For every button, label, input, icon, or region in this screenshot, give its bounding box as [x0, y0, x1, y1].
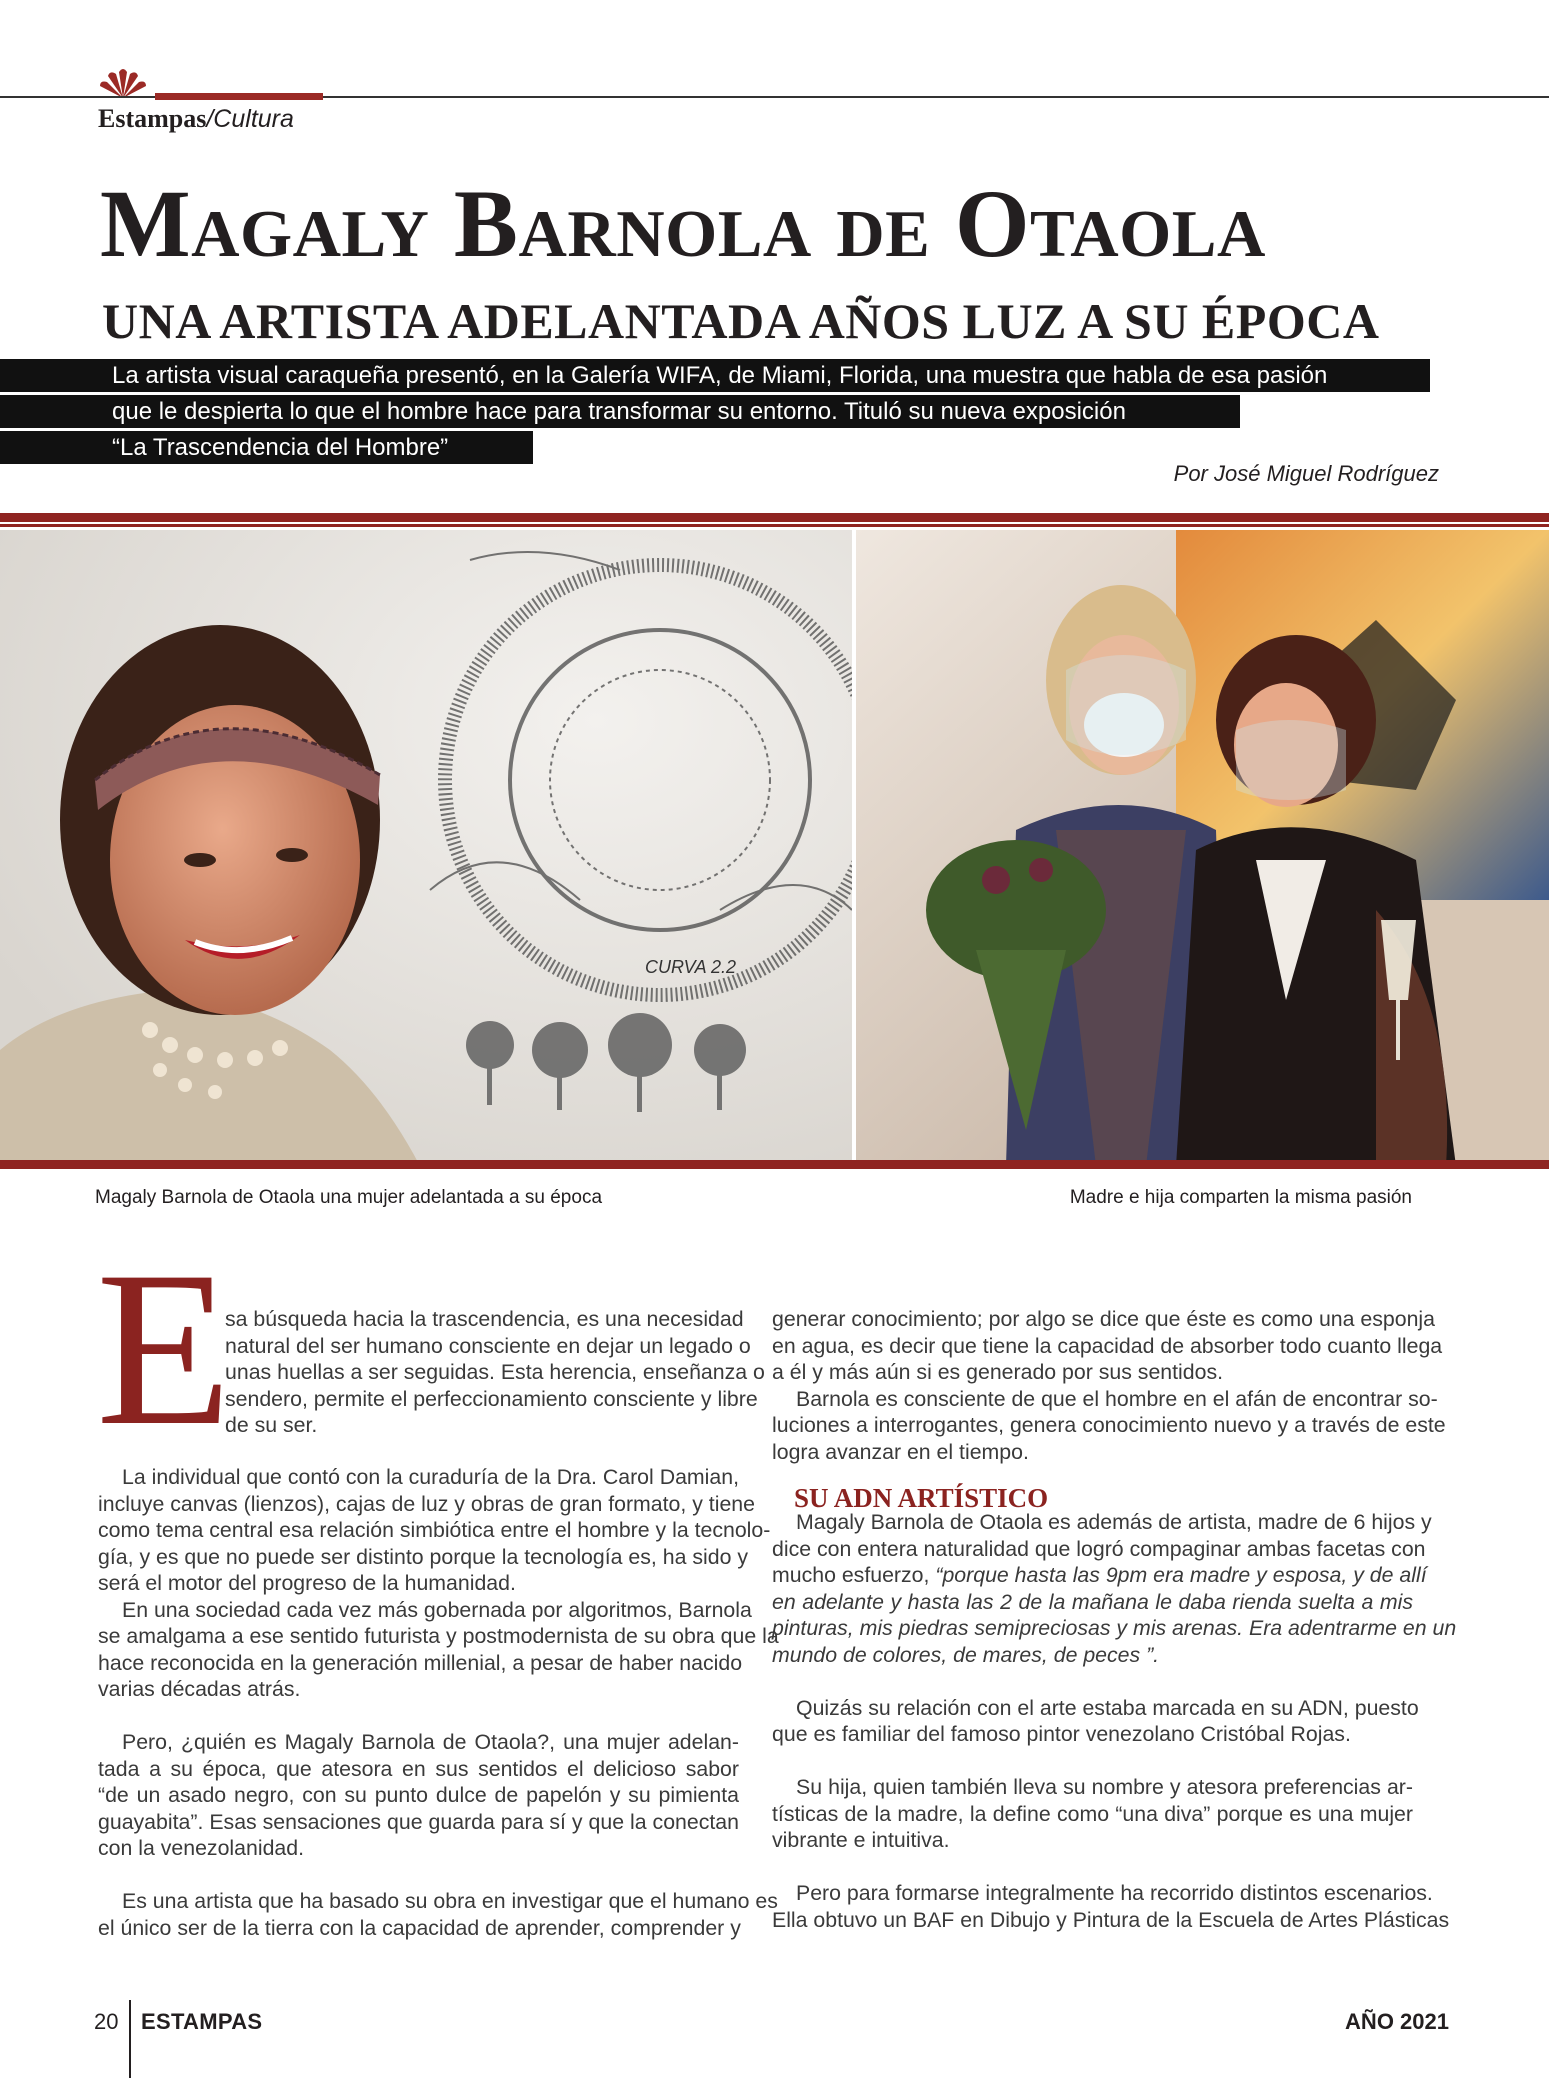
- text-line: En una sociedad cada vez más gobernada por algoritmos, Barnola: [122, 1597, 752, 1622]
- text-line: con la venezolanidad.: [98, 1836, 305, 1860]
- photo-portrait: [0, 530, 852, 1166]
- deck-line-1: La artista visual caraqueña presentó, en la Galería WIFA, de Miami, Florida, una muestra que habla de esa pasión: [0, 359, 1430, 392]
- text-line: Ella obtuvo un BAF en Dibujo y Pintura de la Escuela de Artes Plásticas: [772, 1907, 1450, 1932]
- text-line: tísticas de la madre, la define como “una diva” porque es una mujer: [772, 1801, 1413, 1826]
- photo-bottom-rule: [0, 1160, 1549, 1169]
- section-label: Estampas/Cultura: [98, 104, 294, 133]
- mother-daughter-illustration: [856, 530, 1549, 1166]
- text-line: se amalgama a ese sentido futurista y postmodernista de su obra que la: [98, 1624, 779, 1648]
- text-line: Pero para formarse integralmente ha recorrido distintos escenarios.: [796, 1881, 1433, 1905]
- portrait-illustration: [0, 530, 852, 1166]
- left-column-body: [98, 1464, 779, 1941]
- deck-line-3: “La Trascendencia del Hombre”: [0, 431, 533, 464]
- text-line: hace reconocida en la generación millenial, a pesar de haber nacido: [98, 1650, 743, 1675]
- text-line: logra avanzar en el tiempo.: [772, 1439, 1029, 1464]
- article-title: Magaly Barnola de Otaola: [100, 170, 1266, 277]
- text-line: sa búsqueda hacia la trascendencia, es una necesidad: [225, 1307, 744, 1331]
- caption-right: Madre e hija comparten la misma pasión: [1069, 1187, 1412, 1208]
- text-line: que es familiar del famoso pintor venezolano Cristóbal Rojas.: [772, 1722, 1351, 1746]
- text-line: incluye canvas (lienzos), cajas de luz y obras de gran formato, y tiene: [98, 1491, 755, 1516]
- text-line: “de un asado negro, con su punto dulce de papelón y su pimienta: [98, 1783, 739, 1807]
- drop-cap: E: [96, 1226, 232, 1472]
- text-line: Es una artista que ha basado su obra en investigar que el humano es: [122, 1889, 778, 1913]
- text-line: Quizás su relación con el arte estaba marcada en su ADN, puesto: [796, 1695, 1419, 1720]
- photo-top-thin-rule: [0, 524, 1549, 527]
- text-line: Su hija, quien también lleva su nombre y atesora preferencias ar-: [796, 1775, 1413, 1799]
- caption-left: Magaly Barnola de Otaola una mujer adelantada a su época: [95, 1187, 603, 1208]
- text-line: en adelante y hasta las 2 de la mañana le daba rienda suelta a mis: [772, 1589, 1413, 1614]
- footer-divider: [129, 2000, 131, 2078]
- article-subtitle: UNA ARTISTA ADELANTADA AÑOS LUZ A SU ÉPOCA: [102, 293, 1380, 349]
- text-line: La individual que contó con la curaduría de la Dra. Carol Damian,: [122, 1465, 739, 1489]
- photo-mother-daughter: [856, 530, 1549, 1166]
- text-line: varias décadas atrás.: [98, 1677, 301, 1701]
- section-subhead: SU ADN ARTÍSTICO: [794, 1483, 1049, 1513]
- text-line: Pero, ¿quién es Magaly Barnola de Otaola?, una mujer adelan-: [122, 1730, 739, 1754]
- text-line: mundo de colores, de mares, de peces ”.: [772, 1642, 1160, 1667]
- byline: Por José Miguel Rodríguez: [1173, 461, 1439, 486]
- text-line: el único ser de la tierra con la capacidad de aprender, comprender y: [98, 1915, 741, 1940]
- deck-line-2: que le despierta lo que el hombre hace para transformar su entorno. Tituló su nueva exposición: [0, 395, 1240, 428]
- text-line: sendero, permite el perfeccionamiento consciente y libre: [225, 1386, 758, 1411]
- text-line: vibrante e intuitiva.: [772, 1828, 950, 1852]
- text-line: a él y más aún si es generado por sus sentidos.: [772, 1360, 1224, 1384]
- page-number: 20: [94, 2009, 119, 2034]
- text-line: Barnola es consciente de que el hombre en el afán de encontrar so-: [796, 1386, 1438, 1411]
- text-line: mucho esfuerzo, “porque hasta las 9pm era madre y esposa, y de allí: [772, 1563, 1427, 1587]
- text-line: pinturas, mis piedras semipreciosas y mis arenas. Era adentrarme en un: [772, 1616, 1457, 1640]
- section-accent-bar: [155, 93, 323, 100]
- photo-top-rule: [0, 513, 1549, 522]
- magazine-name: ESTAMPAS: [141, 2009, 263, 2034]
- text-line: Magaly Barnola de Otaola es además de artista, madre de 6 hijos y: [796, 1510, 1432, 1534]
- text-line: unas huellas a ser seguidas. Esta herencia, enseñanza o: [225, 1360, 765, 1384]
- text-line: generar conocimiento; por algo se dice que éste es como una esponja: [772, 1307, 1435, 1331]
- text-line: de su ser.: [225, 1413, 318, 1437]
- text-line: tada a su época, que atesora en sus sentidos el delicioso sabor: [98, 1756, 739, 1781]
- text-line: en agua, es decir que tiene la capacidad de absorber todo cuanto llega: [772, 1333, 1443, 1358]
- intro-paragraph: [225, 1306, 765, 1439]
- text-line: como tema central esa relación simbiótica entre el hombre y la tecnolo-: [98, 1518, 771, 1542]
- text-line: gía, y es que no puede ser distinto porque la tecnología es, ha sido y: [98, 1544, 748, 1569]
- text-line: guayabita”. Esas sensaciones que guarda para sí y que la conectan: [98, 1809, 739, 1834]
- text-line: natural del ser humano consciente en dejar un legado o: [225, 1333, 751, 1358]
- issue-year: AÑO 2021: [1345, 2009, 1449, 2034]
- text-line: será el motor del progreso de la humanidad.: [98, 1571, 516, 1595]
- text-line: luciones a interrogantes, genera conocimiento nuevo y a través de este: [772, 1413, 1446, 1437]
- fan-ornament-icon: [98, 66, 148, 100]
- artwork-label: CURVA 2.2: [645, 957, 737, 977]
- right-column-body: [772, 1306, 1457, 1933]
- text-line: dice con entera naturalidad que logró compaginar ambas facetas con: [772, 1536, 1426, 1561]
